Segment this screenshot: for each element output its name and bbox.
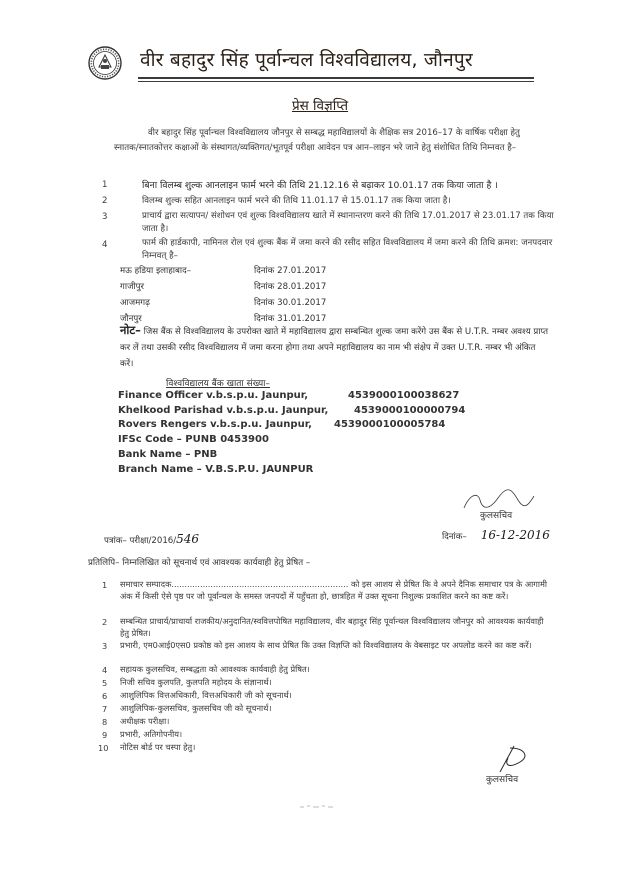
item-number: 2 xyxy=(102,196,108,206)
copy-item: आशुलिपिक वित्तअधिकारी, वित्तअधिकारी जी को सूचनार्थ। xyxy=(120,690,292,700)
intro-paragraph: वीर बहादुर सिंह पूर्वान्चल विश्वविद्यालय जौनपुर से सम्बद्ध महाविद्यालयों के शैक्षिक सत्र 2016–17 के वार्षिक परीक्षा हेतु स्नातक/स्नातकोत्तर कक्षाओं के संस्थागत/व्यक्तिगत/भूतपूर्व परीक्षा आवेदन पत्र आन–लाइन भरे जाने हेतु संशोधित तिथि निम्नवत है– xyxy=(114,128,520,153)
copy-item-number: 9 xyxy=(102,730,108,740)
account-number: 4539000100005784 xyxy=(334,419,446,430)
copy-item: सहायक कुलसचिव, सम्बद्धता को आवश्यक कार्यवाही हेतु प्रेषित। xyxy=(120,664,310,674)
account-number: 4539000100038627 xyxy=(348,390,460,401)
registrar-label: कुलसचिव xyxy=(486,775,519,785)
copy-item-number: 8 xyxy=(102,717,108,727)
handwritten-date: 16-12-2016 xyxy=(480,528,550,542)
schedule-date: दिनांक 28.01.2017 xyxy=(254,282,327,292)
bank-account-row xyxy=(118,419,538,433)
schedule-date: दिनांक 27.01.2017 xyxy=(254,266,327,276)
note-label: नोट– xyxy=(120,323,141,337)
letter-date: दिनांक– 16-12-2016 xyxy=(442,528,550,542)
copy-item-number: 5 xyxy=(102,678,108,688)
ifsc-code: IFSc Code – PUNB 0453900 xyxy=(118,434,269,445)
copy-item: निजी सचिव कुलपति, कुलपति महोदय के संज्ञानार्थ। xyxy=(120,677,272,687)
list-item: प्राचार्य द्वारा सत्यापन/ संशोधन एवं शुल्क विश्वविद्यालय खाते में स्थानान्तरण करने की तिथि 17.01.2017 से 23.01.17 तक किया जाता है। xyxy=(142,211,554,234)
branch-name: Branch Name – V.B.S.P.U. JAUNPUR xyxy=(118,464,314,475)
item-number: 1 xyxy=(102,180,108,190)
account-name: Rovers Rengers v.b.s.p.u. Jaunpur, xyxy=(118,419,312,430)
copy-item-number: 10 xyxy=(98,743,109,753)
bank-name: Bank Name – PNB xyxy=(118,449,218,460)
copy-to-heading: प्रतिलिपि– निम्नलिखित को सूचनार्थ एवं आवश्यक कार्यवाही हेतु प्रेषित – xyxy=(88,558,311,568)
item-number: 3 xyxy=(102,212,108,222)
note-text: जिस बैंक से विश्वविद्यालय के उपरोक्त खाते में महाविद्यालय द्वारा सम्बन्धित शुल्क जमा करेंगे उस बैंक से U.T.R. नम्बर अवश्य प्राप्त कर लें तथा उसकी रसीद विश्वविद्यालय में जमा करना होगा तथा अपने महाविद्यालय का नाम भी संक्षेप में उक्त U.T.R. नम्बर भी अंकित करें। xyxy=(120,327,549,369)
item-number: 4 xyxy=(102,240,108,250)
copy-item-number: 3 xyxy=(102,641,108,651)
copy-item: सम्बन्धित प्राचार्य/प्राचार्या राजकीय/अनुदानित/स्ववित्तपोषित महाविद्यालय, वीर बहादुर सिंह पूर्वान्चल विश्वविद्यालय जौनपुर को आवश्यक कार्यवाही हेतु प्रेषित। xyxy=(120,616,544,638)
schedule-district: गाजीपुर xyxy=(120,282,145,292)
list-item: फार्म की हार्डकापी, नामिनल रोल एवं शुल्क बैंक में जमा करने की रसीद सहित विश्वविद्यालय में जमा करने की तिथि क्रमश: जनपदवार निम्नवत् है– xyxy=(142,238,553,261)
copy-item: अधीक्षक परीक्षा। xyxy=(120,716,170,726)
university-seal-icon xyxy=(88,46,122,80)
copy-item-number: 2 xyxy=(102,617,108,627)
header-rule-thin xyxy=(138,81,534,82)
schedule-district: जौनपुर xyxy=(120,314,142,324)
schedule-district: आजमगढ़ xyxy=(120,298,150,308)
copy-item-number: 7 xyxy=(102,704,108,714)
registrar-label: कुलसचिव xyxy=(480,511,513,521)
copy-item: नोटिस बोर्ड पर चस्पा हेतु। xyxy=(120,742,196,752)
schedule-district: मऊ हडिया इलाहाबाद– xyxy=(120,266,191,276)
stamp-mark-icon xyxy=(298,802,338,810)
header-rule xyxy=(138,77,534,79)
reference-number: पत्रांक– परीक्षा/2016/546 xyxy=(104,532,200,546)
bank-heading: विश्वविद्यालय बैंक खाता संख्या– xyxy=(166,379,271,389)
university-name: वीर बहादुर सिंह पूर्वान्चल विश्वविद्यालय, जौनपुर xyxy=(140,49,473,71)
copy-item-number: 6 xyxy=(102,691,108,701)
copy-item: प्रभारी, अतिगोपनीय। xyxy=(120,729,183,739)
schedule-date: दिनांक 31.01.2017 xyxy=(254,314,327,324)
list-item: विलम्ब शुल्क सहित आनलाइन फार्म भरने की तिथि 11.01.17 से 15.01.17 तक किया जाता है। xyxy=(142,196,451,206)
copy-item-number: 4 xyxy=(102,665,108,675)
account-name: Khelkood Parishad v.b.s.p.u. Jaunpur, xyxy=(118,405,329,416)
note-paragraph xyxy=(120,322,550,372)
copy-item: आशुलिपिक-कुलसचिव, कुलसचिव जी को सूचनार्थ। xyxy=(120,703,272,713)
bank-account-row xyxy=(118,390,538,404)
handwritten-ref: 546 xyxy=(176,532,200,546)
account-number: 4539000100000794 xyxy=(354,405,466,416)
press-release-title: प्रेस विज्ञप्ति xyxy=(291,98,349,114)
list-item: बिना विलम्ब शुल्क आनलाइन फार्म भरने की तिथि 21.12.16 से बढ़ाकर 10.01.17 तक किया जाता है । xyxy=(142,180,498,191)
bank-account-row xyxy=(118,405,538,419)
signature-icon xyxy=(480,742,540,776)
copy-item: प्रभारी, एम0आई0एस0 प्रकोष्ठ को इस आशय के साथ प्रेषित कि उक्त विज्ञप्ति को विश्वविद्यालय के वेबसाइट पर अपलोड करने का कष्ट करें। xyxy=(120,640,532,650)
copy-item: समाचार सम्पादक.................................................................... को इस आशय से प्रेषित कि वे अपने दैनिक समाचार पत्र के आगामी अंक में किसी ऐसे पृष्ठ पर जो पूर्वान्चल के समस्त जनपदों में पहुँचता हो, छात्रहित में उक्त सूचना निशुल्क प्रकाशित करने का कष्ट करें। xyxy=(120,579,548,601)
copy-item-number: 1 xyxy=(102,580,108,590)
account-name: Finance Officer v.b.s.p.u. Jaunpur, xyxy=(118,390,309,401)
schedule-date: दिनांक 30.01.2017 xyxy=(254,298,327,308)
